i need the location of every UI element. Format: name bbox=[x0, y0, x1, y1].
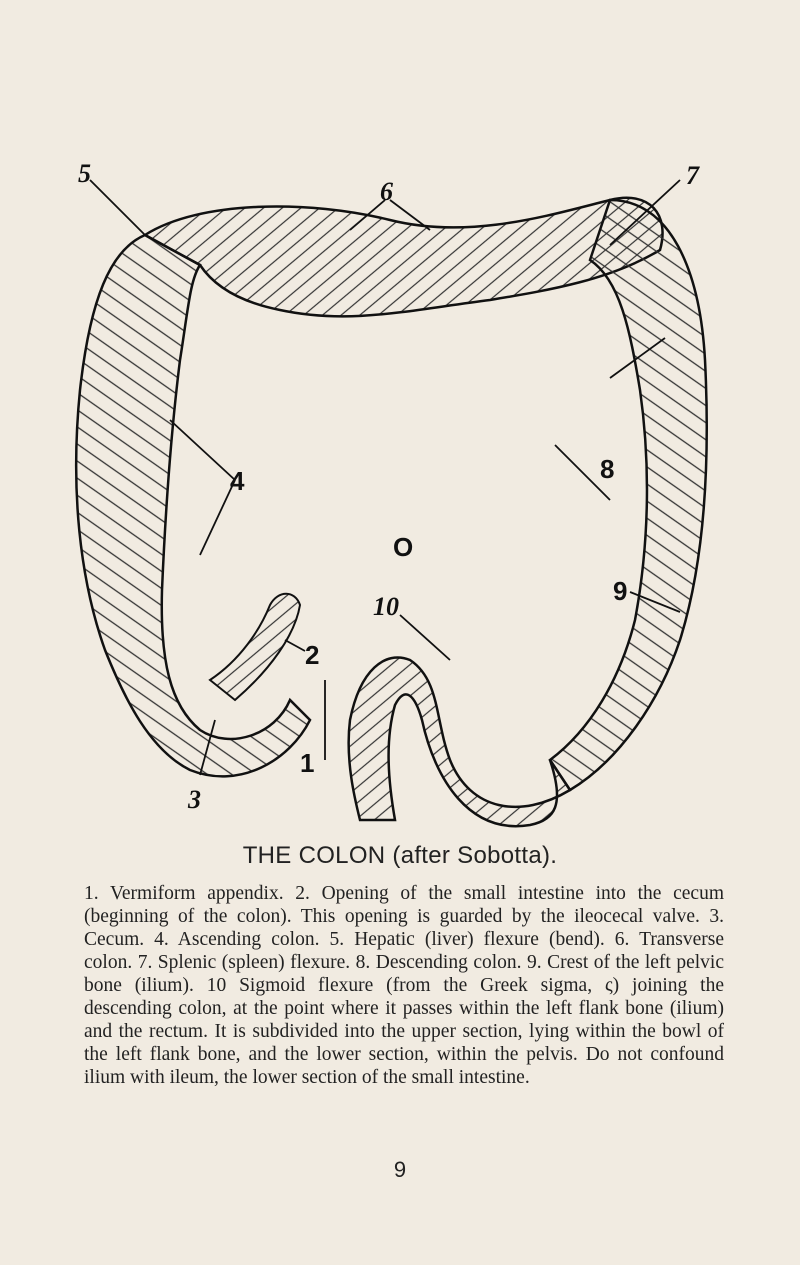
label-5: 5 bbox=[78, 160, 91, 188]
transverse-colon bbox=[145, 198, 663, 317]
colon-illustration bbox=[50, 160, 750, 840]
label-10: 10 bbox=[373, 592, 399, 621]
figure-caption: THE COLON (after Sobotta). bbox=[242, 842, 558, 869]
page-number: 9 bbox=[393, 1157, 407, 1182]
label-0: O bbox=[393, 532, 414, 562]
label-1: 1 bbox=[300, 748, 315, 778]
label-4: 4 bbox=[230, 466, 245, 496]
label-9: 9 bbox=[613, 576, 628, 606]
colon-diagram bbox=[50, 160, 750, 840]
label-8: 8 bbox=[600, 454, 615, 484]
label-2: 2 bbox=[305, 640, 320, 670]
label-3: 3 bbox=[188, 785, 201, 814]
sigmoid-flexure bbox=[349, 658, 570, 827]
vermiform-appendix bbox=[210, 594, 300, 700]
label-7: 7 bbox=[686, 161, 699, 190]
descending-colon bbox=[550, 200, 707, 790]
ascending-colon bbox=[76, 235, 310, 776]
legend-text: 1. Vermiform appendix. 2. Opening of the small intestine into the cecum (beginning of the colon). This opening is guarded by the ileocecal valve. 3. Cecum. 4. Ascending colon. 5. Hepatic (liver) flexure (bend). 6. Transverse colon. 7. Splenic (spleen) flexure. 8. Descending colon. 9. Crest of the left pelvic bone (ilium). 10 Sigmoid flexure (from the Greek sigma, ς) joining the descending colon, at the point where it passes within the left flank bone (ilium) and the rectum. It is subdivided into the upper section, lying within the bowl of the left flank bone, and the lower section, within the pelvis. Do not confound ilium with ileum, the lower section of the small intestine. bbox=[84, 883, 724, 1088]
label-6: 6 bbox=[380, 177, 393, 206]
